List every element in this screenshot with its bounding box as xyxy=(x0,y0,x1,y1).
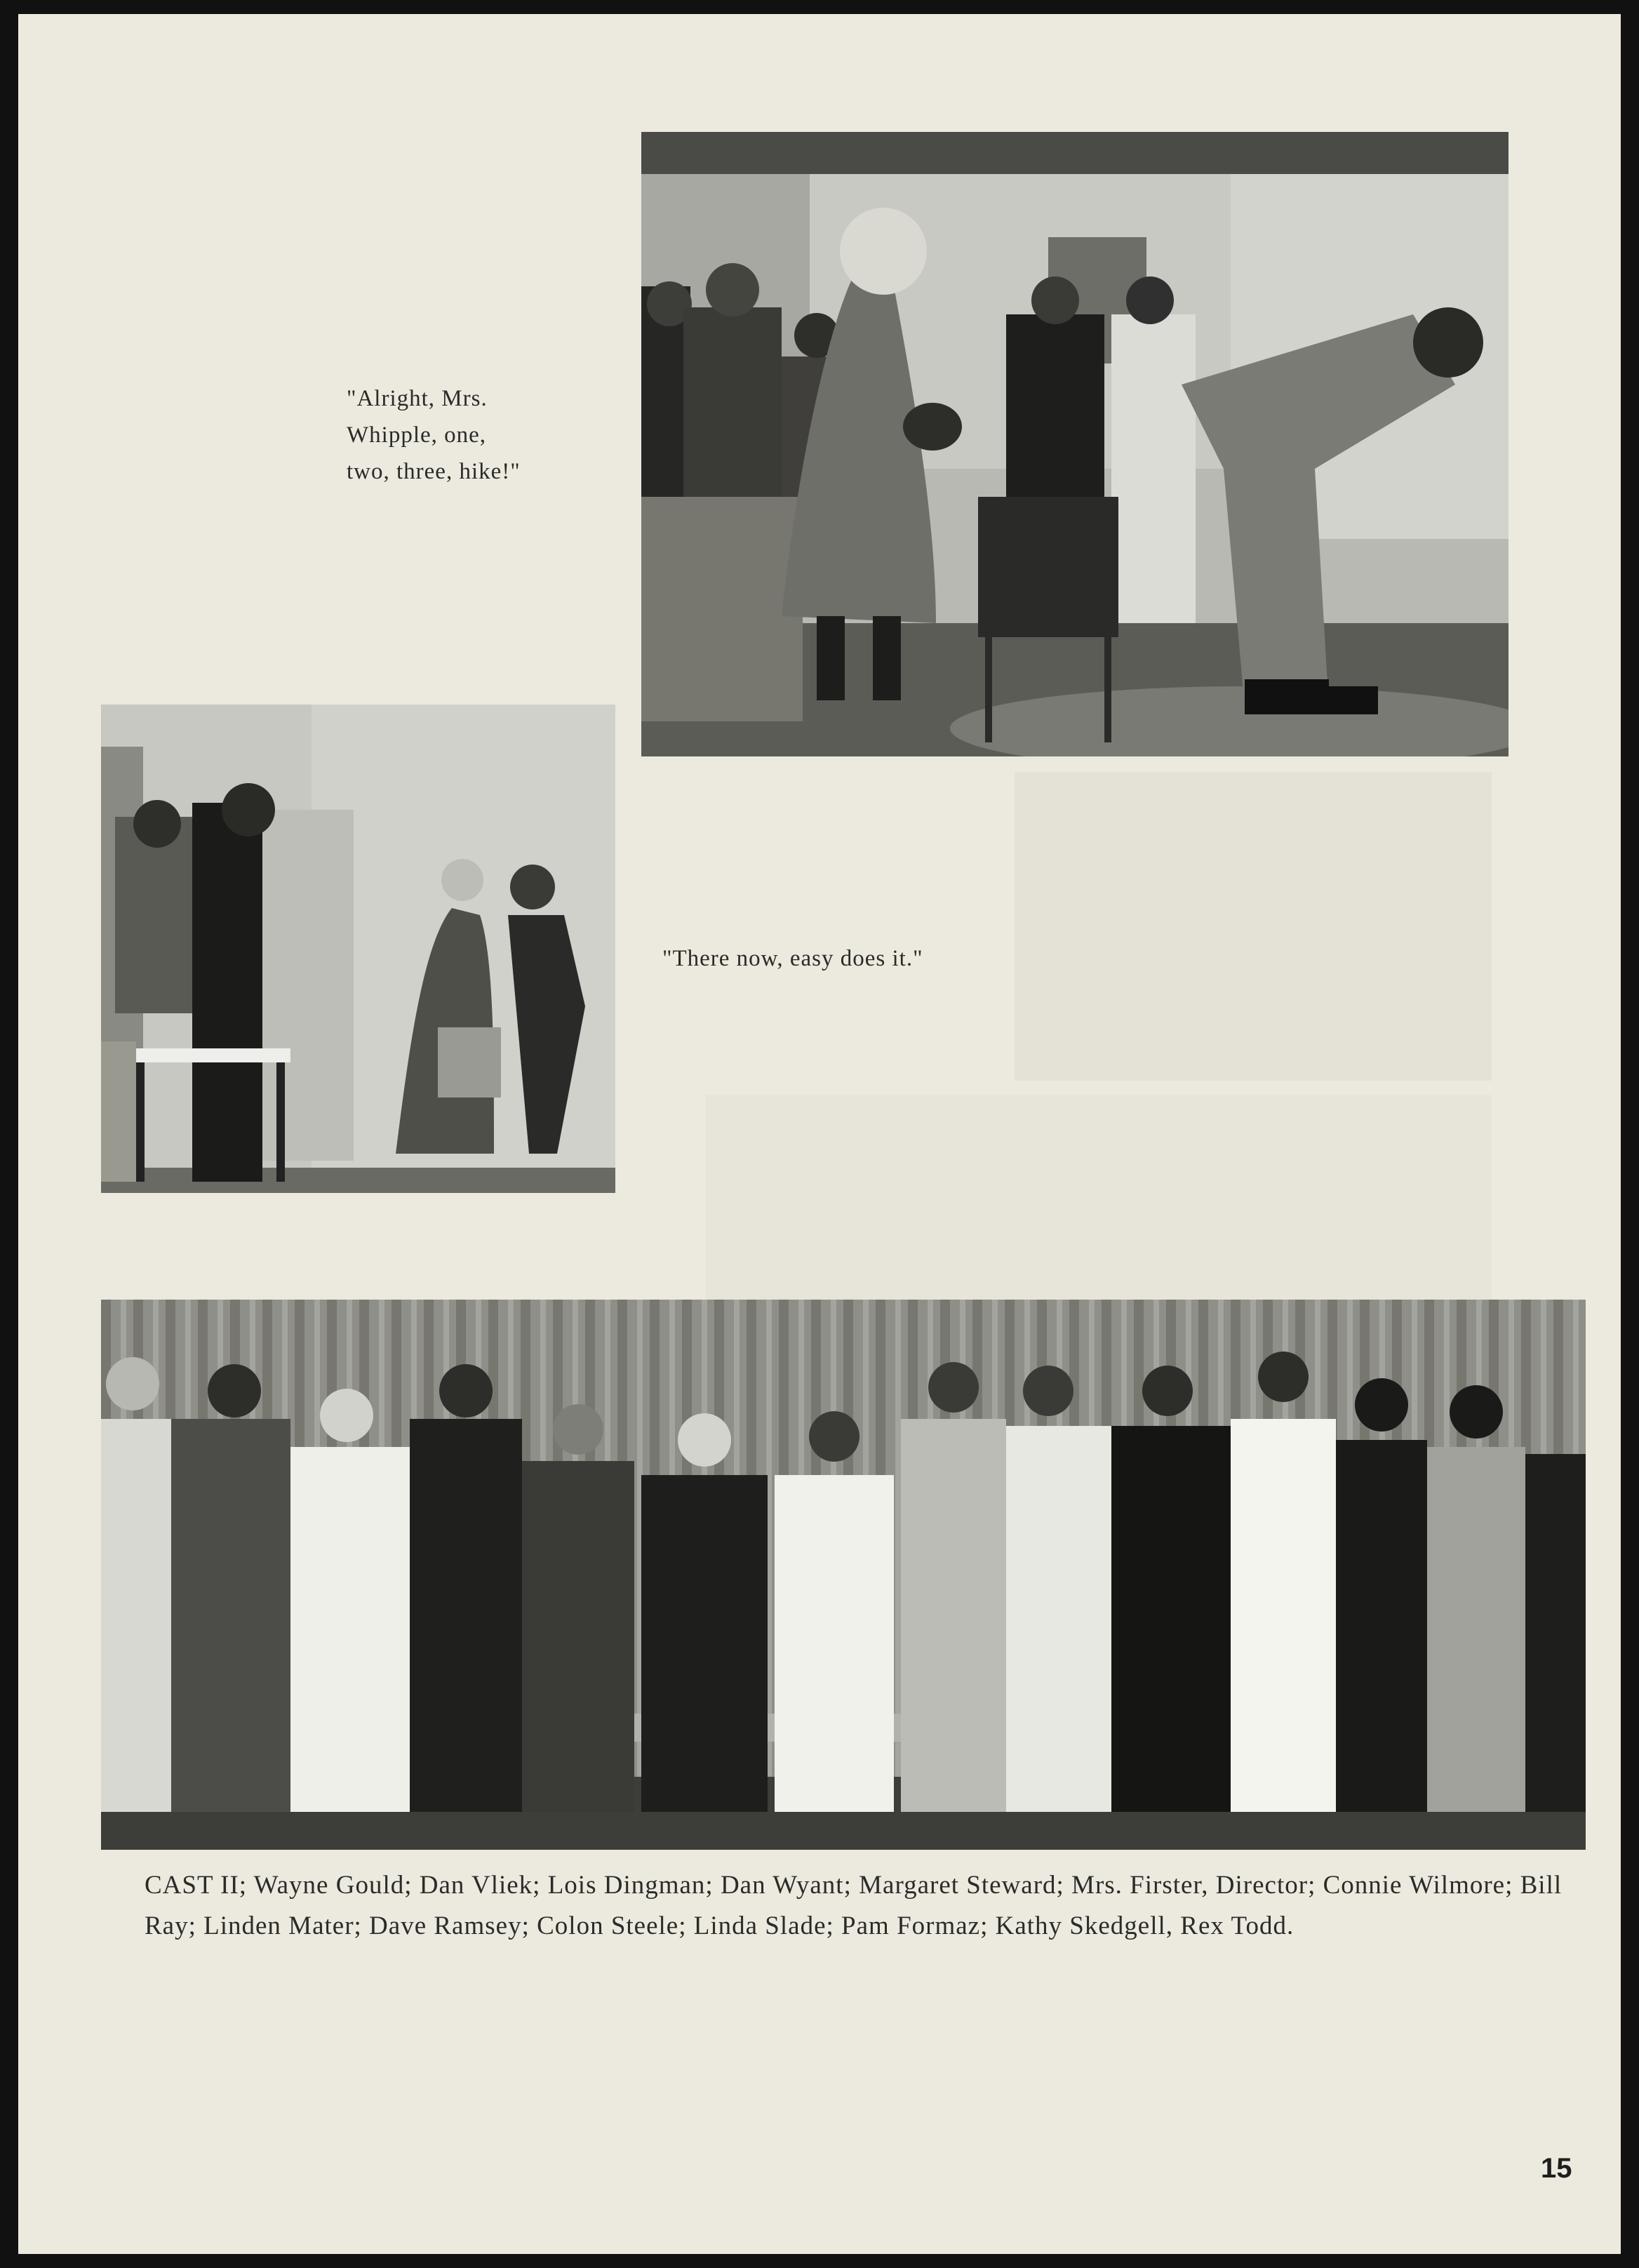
photo-easy-scene xyxy=(101,705,615,1193)
bleed-through-shadow xyxy=(1015,772,1492,1081)
bleed-through-shadow xyxy=(706,1095,1492,1305)
yearbook-page xyxy=(18,14,1621,2254)
caption-football: "Alright, Mrs. Whipple, one, two, three, hike!" xyxy=(347,386,521,484)
page-number: 15 xyxy=(1541,2153,1572,2184)
cast-list-caption: CAST II; Wayne Gould; Dan Vliek; Lois Dingman; Dan Wyant; Margaret Steward; Mrs. Firster, Director; Connie Wilmore; Bill Ray; Linden Mater; Dave Ramsey; Colon Steele; Linda Slade; Pam Formaz; Kathy Skedgell, Rex Todd. xyxy=(145,1871,1563,1940)
photo-football-scene xyxy=(641,132,1508,756)
photo-cast-group xyxy=(101,1300,1586,1850)
caption-easy: "There now, easy does it." xyxy=(662,946,923,971)
